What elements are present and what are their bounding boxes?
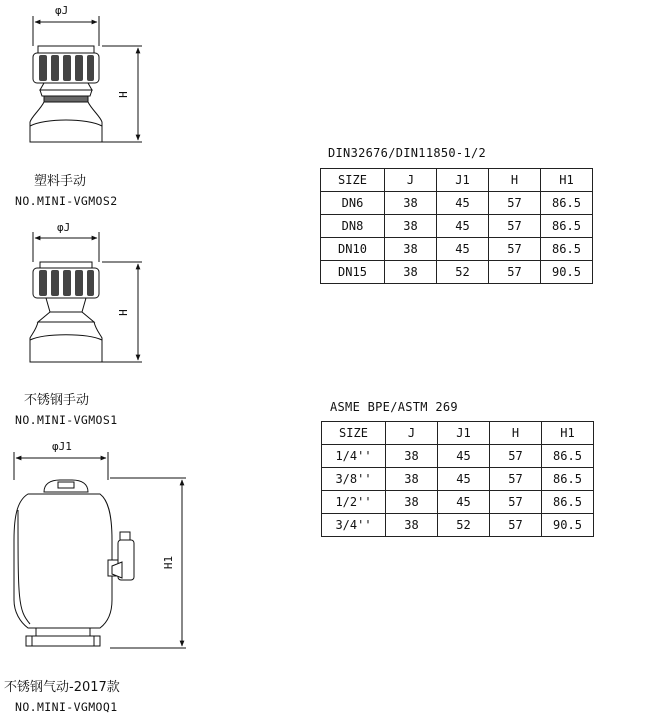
table-row xyxy=(321,238,593,261)
view2-height-label: H xyxy=(116,309,130,316)
table-cell: 86.5 xyxy=(541,192,593,215)
header-cell: SIZE xyxy=(322,422,386,445)
view3-height-label: H1 xyxy=(162,555,176,570)
table-cell: 57 xyxy=(490,491,542,514)
table-row xyxy=(322,491,594,514)
table-header-row xyxy=(322,422,594,445)
view-stainless-pneumatic-drawing xyxy=(14,452,186,648)
table-row xyxy=(321,192,593,215)
table-cell: DN8 xyxy=(321,215,385,238)
view1-height-label: H xyxy=(116,91,130,98)
view2-name: 不锈钢手动 xyxy=(24,393,90,408)
table-cell: 90.5 xyxy=(542,514,594,537)
view3-width-label: φJ1 xyxy=(52,440,72,453)
table-cell: 86.5 xyxy=(542,468,594,491)
header-cell: H xyxy=(489,169,541,192)
din-spec-table xyxy=(320,168,593,284)
asme-spec-table xyxy=(321,421,594,537)
table-row xyxy=(322,468,594,491)
table-cell: 38 xyxy=(385,215,437,238)
table-row xyxy=(322,514,594,537)
view1-name: 塑料手动 xyxy=(34,174,87,189)
header-cell: H1 xyxy=(542,422,594,445)
table-cell: DN15 xyxy=(321,261,385,284)
table-cell: 38 xyxy=(386,445,438,468)
table-cell: 38 xyxy=(386,514,438,537)
table-cell: 45 xyxy=(438,445,490,468)
asme-table-title: ASME BPE/ASTM 269 xyxy=(330,400,458,414)
table-cell: 38 xyxy=(385,238,437,261)
view3-name: 不锈钢气动-2017款 xyxy=(4,680,120,695)
table-cell: DN6 xyxy=(321,192,385,215)
table-cell: 52 xyxy=(437,261,489,284)
table-cell: 57 xyxy=(490,445,542,468)
table-cell: 38 xyxy=(385,192,437,215)
table-cell: 90.5 xyxy=(541,261,593,284)
table-cell: 57 xyxy=(490,514,542,537)
table-cell: 3/4'' xyxy=(322,514,386,537)
table-cell: 86.5 xyxy=(542,491,594,514)
view1-code: NO.MINI-VGMOS2 xyxy=(15,194,118,208)
table-cell: 38 xyxy=(385,261,437,284)
table-cell: 57 xyxy=(489,215,541,238)
view2-width-label: φJ xyxy=(57,221,71,234)
table-cell: 3/8'' xyxy=(322,468,386,491)
table-cell: 45 xyxy=(438,468,490,491)
view2-code: NO.MINI-VGMOS1 xyxy=(15,413,118,427)
table-header-row xyxy=(321,169,593,192)
table-row xyxy=(321,261,593,284)
table-cell: 1/2'' xyxy=(322,491,386,514)
view-plastic-manual-drawing xyxy=(30,16,142,142)
table-cell: 57 xyxy=(489,238,541,261)
table-cell: 86.5 xyxy=(542,445,594,468)
table-cell: 45 xyxy=(437,192,489,215)
table-row xyxy=(322,445,594,468)
table-cell: 38 xyxy=(386,468,438,491)
table-cell: 57 xyxy=(489,261,541,284)
table-cell: 57 xyxy=(489,192,541,215)
table-cell: 45 xyxy=(437,238,489,261)
header-cell: J xyxy=(385,169,437,192)
table-cell: 52 xyxy=(438,514,490,537)
view-stainless-manual-drawing xyxy=(30,232,142,362)
table-cell: 45 xyxy=(438,491,490,514)
table-cell: 45 xyxy=(437,215,489,238)
header-cell: H1 xyxy=(541,169,593,192)
table-cell: 86.5 xyxy=(541,215,593,238)
table-cell: 57 xyxy=(490,468,542,491)
header-cell: J xyxy=(386,422,438,445)
table-cell: DN10 xyxy=(321,238,385,261)
header-cell: SIZE xyxy=(321,169,385,192)
header-cell: J1 xyxy=(438,422,490,445)
table-row xyxy=(321,215,593,238)
table-cell: 1/4'' xyxy=(322,445,386,468)
table-cell: 38 xyxy=(386,491,438,514)
table-cell: 86.5 xyxy=(541,238,593,261)
header-cell: H xyxy=(490,422,542,445)
view1-width-label: φJ xyxy=(55,4,69,17)
header-cell: J1 xyxy=(437,169,489,192)
din-table-title: DIN32676/DIN11850-1/2 xyxy=(328,146,487,160)
view3-code: NO.MINI-VGMOQ1 xyxy=(15,700,118,714)
